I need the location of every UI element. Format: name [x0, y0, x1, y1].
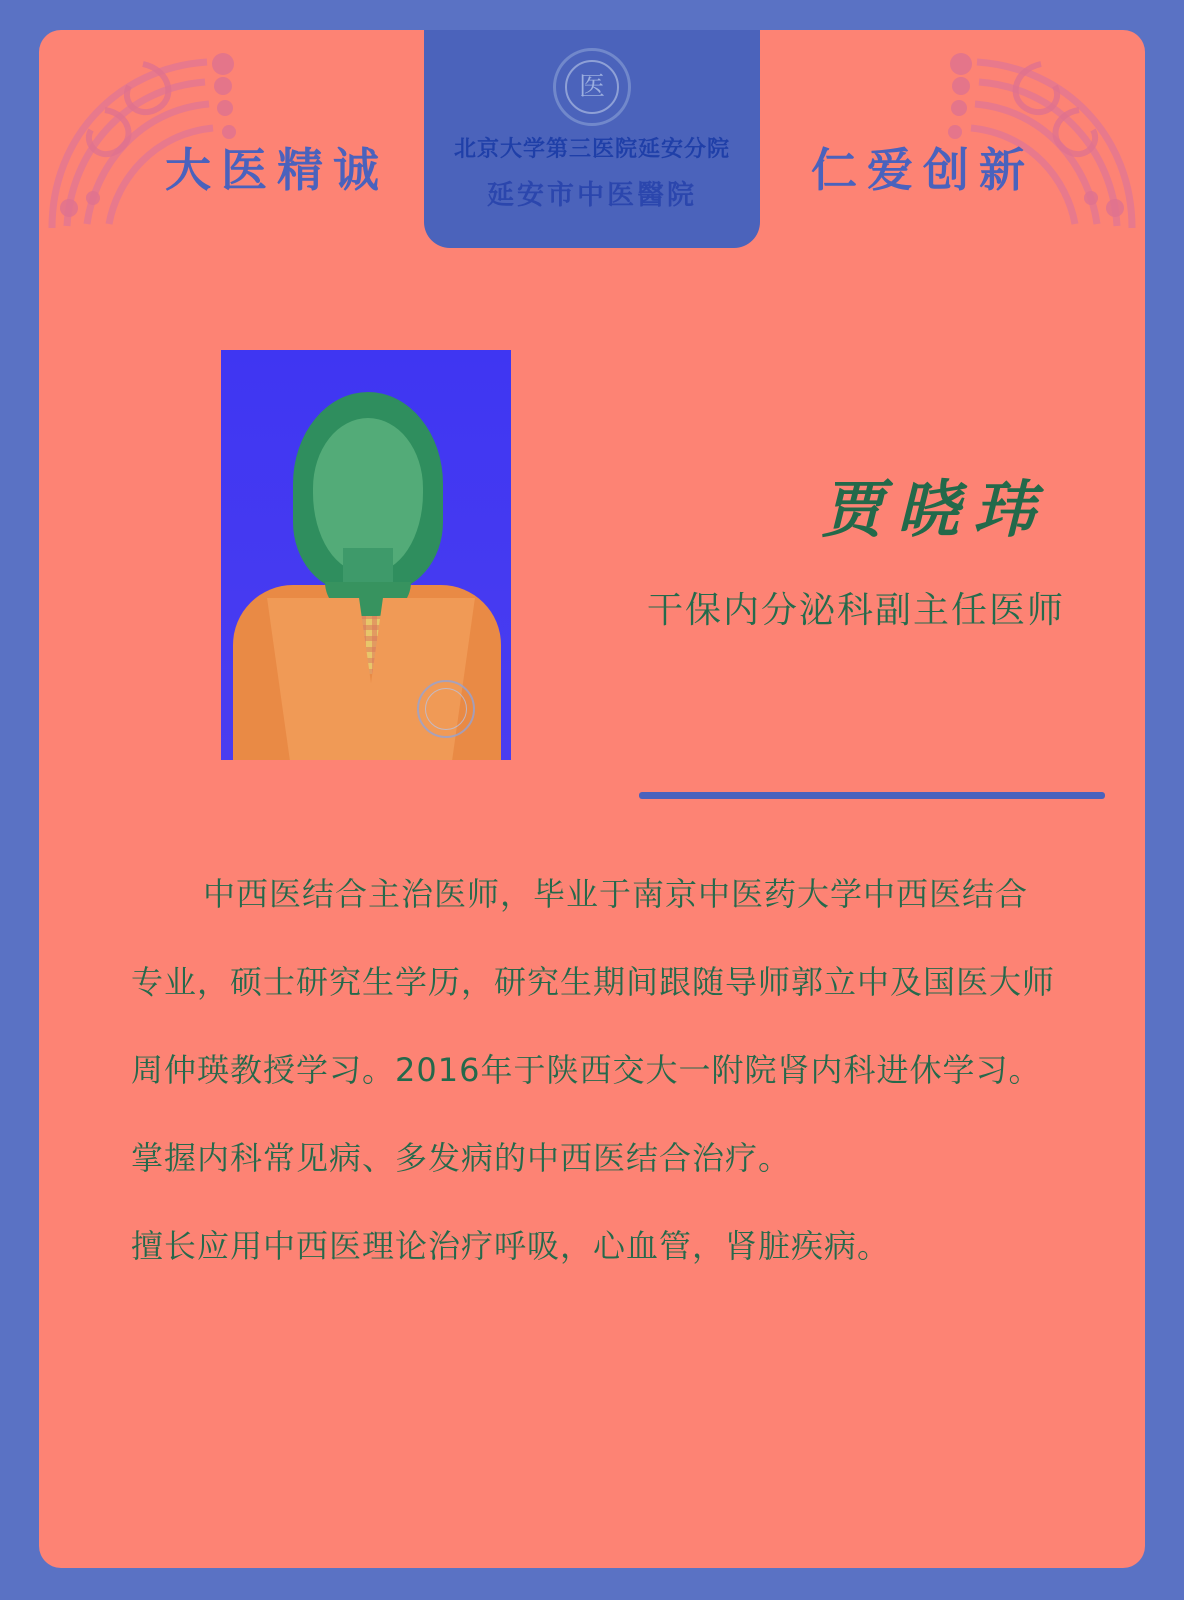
doctor-bio: [131, 850, 1057, 1290]
doctor-photo: [221, 350, 511, 760]
doctor-name: 贾晓玮: [820, 473, 1049, 546]
bio-paragraph: 擅长应用中西医理论治疗呼吸，心血管，肾脏疾病。: [131, 1227, 891, 1265]
hospital-header-tab: [424, 30, 760, 248]
hospital-name: 延安市中医醫院: [487, 180, 697, 211]
poster-card: [39, 30, 1145, 1568]
coat-badge-icon: [417, 680, 475, 738]
section-divider: [639, 792, 1105, 799]
hospital-affiliation: 北京大学第三医院延安分院: [453, 137, 730, 162]
bio-paragraph: 中西医结合主治医师，毕业于南京中医药大学中西医结合专业，硕士研究生学历，研究生期间跟随导师郭立中及国医大师周仲瑛教授学习。2016年于陕西交大一附院肾内科进休学习。掌握内科常见病、多发病的中西医结合治疗。: [131, 875, 1056, 1177]
doctor-title: 干保内分泌科副主任医师: [646, 590, 1065, 631]
slogan-left: 大医精诚: [165, 143, 389, 197]
slogan-right: 仁爱创新: [811, 143, 1035, 197]
hospital-seal-icon: [553, 48, 631, 126]
seal-glyph: 医: [578, 72, 605, 102]
